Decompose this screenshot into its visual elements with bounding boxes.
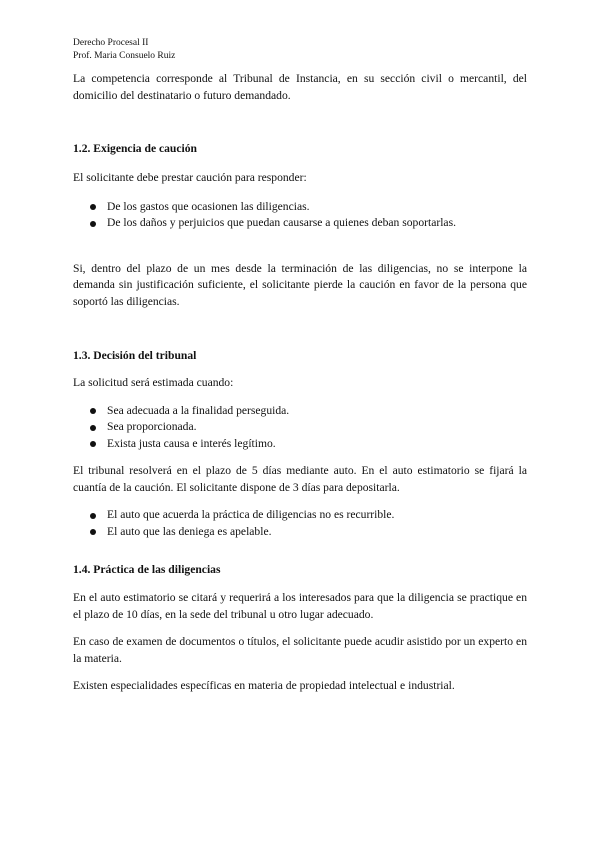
- list-item: Exista justa causa e interés legítimo.: [73, 436, 527, 453]
- list-item: De los daños y perjuicios que puedan causarse a quienes deban soportarlas.: [73, 215, 527, 232]
- bullet-icon: [90, 441, 96, 447]
- list-item: Sea adecuada a la finalidad perseguida.: [73, 403, 527, 420]
- list-item: De los gastos que ocasionen las diligencias.: [73, 199, 527, 216]
- intro-paragraph: La competencia corresponde al Tribunal de Instancia, en su sección civil o mercantil, del domicilio del destinatario o futuro demandado.: [73, 72, 527, 102]
- section-title-1-2: 1.2. Exigencia de caución: [73, 142, 197, 155]
- bullet-icon: [90, 425, 96, 431]
- section-title-1-4: 1.4. Práctica de las diligencias: [73, 563, 221, 576]
- section-1-2-bullet-list: [73, 199, 527, 232]
- document-page: [73, 37, 527, 695]
- header-professor: Prof. Maria Consuelo Ruiz: [73, 51, 176, 61]
- section-1-3-bullet-list-2: [73, 507, 527, 540]
- section-1-3-lead: La solicitud será estimada cuando:: [73, 376, 234, 389]
- section-title-1-3: 1.3. Decisión del tribunal: [73, 349, 197, 362]
- section-1-3-paragraph: El tribunal resolverá en el plazo de 5 días mediante auto. En el auto estimatorio se fijará la cuantía de la caución. El solicitante dispone de 3 días para depositarla.: [73, 464, 527, 494]
- section-1-4-paragraph-3: Existen especialidades específicas en materia de propiedad intelectual e industrial.: [73, 679, 455, 692]
- section-1-2-paragraph: Si, dentro del plazo de un mes desde la terminación de las diligencias, no se interpone la demanda sin justificación suficiente, el solicitante pierde la caución en favor de la persona que soportó las diligencias.: [73, 261, 527, 308]
- list-item: Sea proporcionada.: [73, 419, 527, 436]
- list-item: El auto que acuerda la práctica de diligencias no es recurrible.: [73, 507, 527, 524]
- bullet-icon: [90, 513, 96, 519]
- bullet-icon: [90, 408, 96, 414]
- section-1-4-paragraph-2: En caso de examen de documentos o títulos, el solicitante puede acudir asistido por un experto en la materia.: [73, 635, 527, 665]
- bullet-icon: [90, 529, 96, 535]
- section-1-4-paragraph-1: En el auto estimatorio se citará y requerirá a los interesados para que la diligencia se practique en el plazo de 10 días, en la sede del tribunal u otro lugar adecuado.: [73, 591, 527, 621]
- bullet-icon: [90, 221, 96, 227]
- header-course: Derecho Procesal II: [73, 38, 149, 48]
- section-1-3-bullet-list: [73, 403, 527, 453]
- list-item: El auto que las deniega es apelable.: [73, 524, 527, 541]
- bullet-icon: [90, 204, 96, 210]
- section-1-2-lead: El solicitante debe prestar caución para responder:: [73, 171, 307, 184]
